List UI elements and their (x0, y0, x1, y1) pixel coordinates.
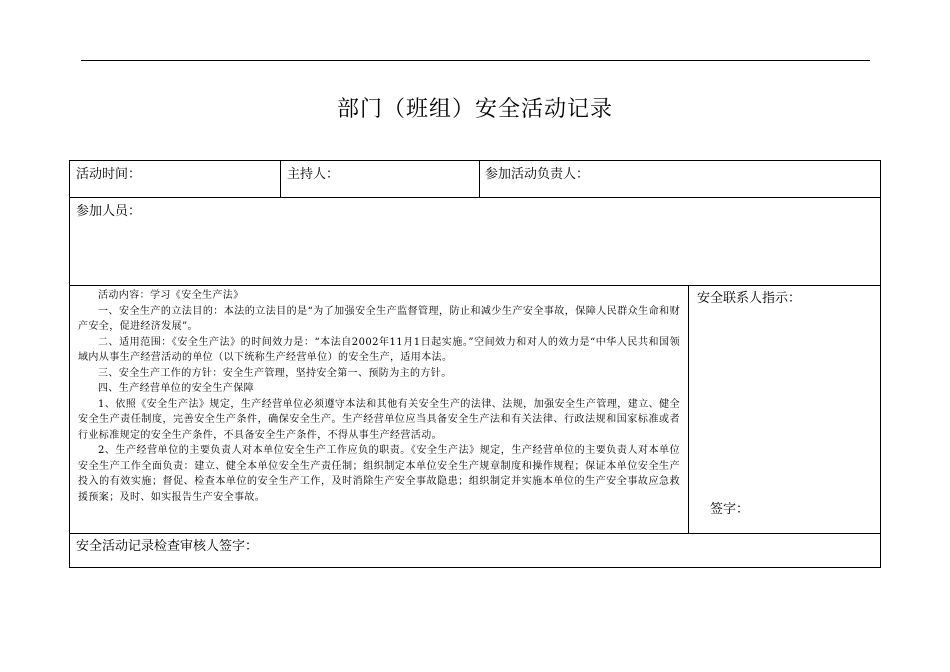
content-paragraph: 一、安全生产的立法目的：本法的立法目的是“为了加强安全生产监督管理，防止和减少生产安全事故，保障人民群众生命和财产安全，促进经济发展”。 (78, 305, 680, 332)
divider (70, 533, 880, 534)
content-paragraph: 二、适用范围：《安全生产法》的时间效力是：“本法自2002年11月1日起实施。”空间效力和对人的效力是“中华人民共和国领域内从事生产经营活动的单位（以下统称生产经营单位）的安全生产，适用本法。 (78, 336, 680, 363)
activity-time-label: 活动时间： (76, 167, 142, 182)
content-paragraph: 2、生产经营单位的主要负责人对本单位安全生产工作应负的职责。《安全生产法》规定，生产经营单位的主要负责人对本单位安全生产工作全面负责：建立、健全本单位安全生产责任制；组织制定本单位安全生产规章制度和操作规程；保证本单位安全生产投入的有效实施；督促、检查本单位的安全生产工作，及时消除生产安全事故隐患；组织制定并实施本单位的生产安全事故应急救援预案；及时、如实报告生产安全事故。 (78, 445, 680, 503)
content-paragraph: 活动内容：学习《安全生产法》 (98, 290, 244, 301)
responsible-label: 参加活动负责人： (485, 167, 590, 182)
activity-content (78, 288, 680, 505)
participants-label: 参加人员： (76, 204, 142, 219)
page-title: 部门（班组）安全活动记录 (336, 97, 613, 122)
divider (688, 285, 689, 533)
content-paragraph: 1、依照《安全生产法》规定，生产经营单位必须遵守本法和其他有关安全生产的法律、法规，加强安全生产管理，建立、健全安全生产责任制度，完善安全生产条件，确保安全生产。生产经营单位应当具备安全生产法和有关法律、行政法规和国家标准或者行业标准规定的安全生产条件，不具备安全生产条件，不得从事生产经营活动。 (78, 398, 680, 441)
divider (70, 197, 880, 198)
activity-record-form (69, 160, 881, 568)
content-paragraph: 三、安全生产工作的方针：安全生产管理，坚持安全第一、预防为主的方针。 (98, 367, 452, 379)
content-paragraph: 四、生产经营单位的安全生产保障 (98, 383, 254, 394)
divider (479, 161, 480, 197)
divider (280, 161, 281, 197)
top-rule (81, 60, 870, 61)
host-label: 主持人： (287, 167, 340, 182)
signature-label: 签字： (710, 502, 750, 517)
divider (70, 285, 880, 286)
reviewer-signature-label: 安全活动记录检查审核人签字： (76, 539, 259, 554)
liaison-label: 安全联系人指示： (697, 291, 802, 306)
